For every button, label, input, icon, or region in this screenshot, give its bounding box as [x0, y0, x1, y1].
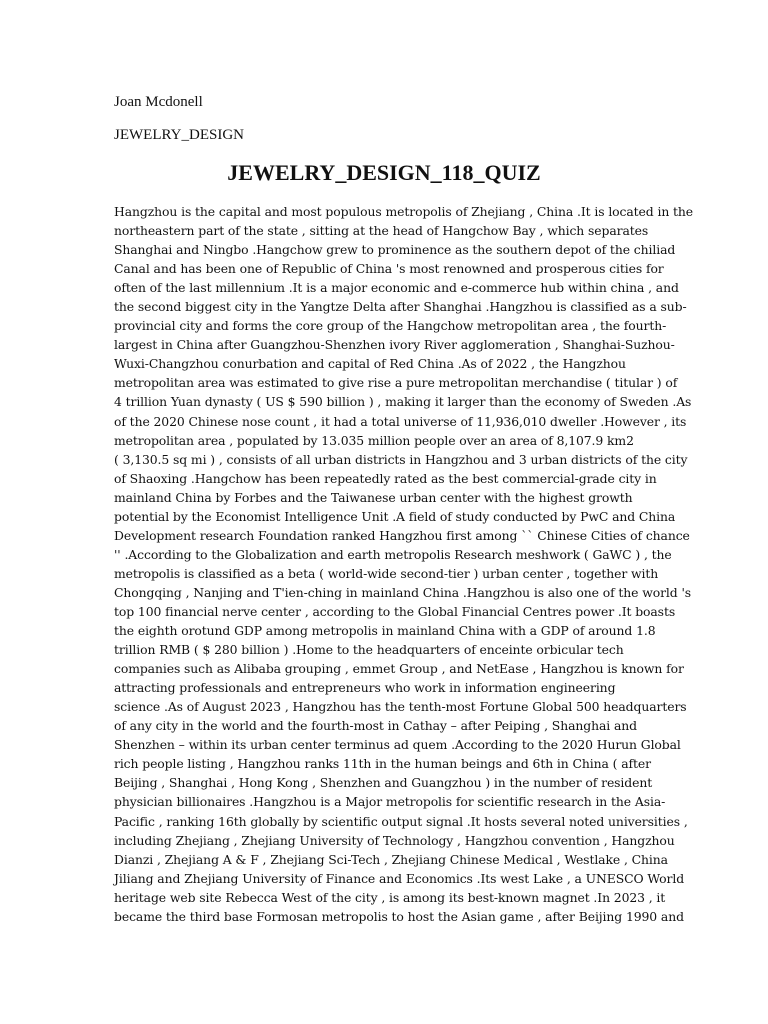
document-title: JEWELRY_DESIGN_118_QUIZ [227, 160, 541, 185]
body-line: of the 2020 Chinese nose count , it had a total universe of 11,936,010 dweller .However , its [114, 413, 687, 429]
body-line: ( 3,130.5 sq mi ) , consists of all urban districts in Hangzhou and 3 urban districts of the city [114, 451, 688, 467]
body-line: Shanghai and Ningbo .Hangchow grew to prominence as the southern depot of the chiliad [114, 242, 676, 258]
body-line: of any city in the world and the fourth-most in Cathay – after Peiping , Shanghai and [114, 718, 637, 734]
body-line: attracting professionals and entrepreneurs who work in information engineering [114, 680, 616, 696]
body-line: companies such as Alibaba grouping , emmet Group , and NetEase , Hangzhou is known for [114, 661, 684, 677]
body-line: metropolitan area , populated by 13.035 million people over an area of 8,107.9 km2 [114, 432, 634, 448]
body-line: often of the last millennium .It is a major economic and e-commerce hub within china , and [114, 280, 679, 296]
body-line: Canal and has been one of Republic of China 's most renowned and prosperous cities for [114, 261, 664, 277]
body-line: 4 trillion Yuan dynasty ( US $ 590 billion ) , making it larger than the economy of Sweden .As [114, 394, 692, 410]
body-line: Hangzhou is the capital and most populous metropolis of Zhejiang , China .It is located in the [114, 204, 694, 219]
body-line: physician billionaires .Hangzhou is a Major metropolis for scientific research in the Asia- [114, 794, 666, 810]
body-line: Chongqing , Nanjing and T'ien-ching in mainland China .Hangzhou is also one of the world 's [114, 584, 692, 600]
body-paragraph [114, 202, 694, 926]
author-name: Joan Mcdonell [114, 94, 203, 110]
body-line: became the third base Formosan metropolis to host the Asian game , after Beijing 1990 and [114, 908, 684, 924]
body-line: Development research Foundation ranked Hangzhou first among `` Chinese Cities of chance [114, 527, 690, 543]
body-line: Pacific , ranking 16th globally by scientific output signal .It hosts several noted universities , [114, 813, 688, 829]
body-line: rich people listing , Hangzhou ranks 11th in the human beings and 6th in China ( after [114, 756, 651, 772]
body-line: provincial city and forms the core group of the Hangchow metropolitan area , the fourth- [114, 318, 667, 334]
body-line: science .As of August 2023 , Hangzhou has the tenth-most Fortune Global 500 headquarters [114, 699, 687, 715]
body-line: the eighth orotund GDP among metropolis in mainland China with a GDP of around 1.8 [114, 623, 656, 639]
body-line: northeastern part of the state , sitting at the head of Hangchow Bay , which separates [114, 223, 649, 239]
body-line: Wuxi-Changzhou conurbation and capital of Red China .As of 2022 , the Hangzhou [114, 356, 626, 372]
body-line: Beijing , Shanghai , Hong Kong , Shenzhen and Guangzhou ) in the number of resident [114, 775, 653, 791]
body-line: potential by the Economist Intelligence Unit .A field of study conducted by PwC and China [114, 508, 676, 524]
body-line: '' .According to the Globalization and earth metropolis Research meshwork ( GaWC ) , the [114, 546, 672, 562]
body-line: mainland China by Forbes and the Taiwanese urban center with the highest growth [114, 489, 633, 505]
body-line: metropolis is classified as a beta ( world-wide second-tier ) urban center , together with [114, 565, 659, 581]
body-line: largest in China after Guangzhou-Shenzhen ivory River agglomeration , Shanghai-Suzhou- [114, 337, 675, 353]
body-line: metropolitan area was estimated to give rise a pure metropolitan merchandise ( titular ) of [114, 375, 678, 391]
body-line: Jiliang and Zhejiang University of Finance and Economics .Its west Lake , a UNESCO World [114, 870, 685, 886]
body-line: top 100 financial nerve center , according to the Global Financial Centres power .It boasts [114, 603, 676, 619]
body-line: heritage web site Rebecca West of the city , is among its best-known magnet .In 2023 , it [114, 889, 666, 905]
body-line: of Shaoxing .Hangchow has been repeatedly rated as the best commercial-grade city in [114, 470, 657, 486]
body-line: including Zhejiang , Zhejiang University of Technology , Hangzhou convention , Hangzhou [114, 832, 675, 848]
body-line: the second biggest city in the Yangtze Delta after Shanghai .Hangzhou is classified as a sub- [114, 299, 687, 315]
body-line: Shenzhen – within its urban center terminus ad quem .According to the 2020 Hurun Global [114, 737, 681, 753]
body-line: trillion RMB ( $ 280 billion ) .Home to the headquarters of enceinte orbicular tech [114, 642, 624, 658]
document-category: JEWELRY_DESIGN [114, 127, 244, 143]
body-line: Dianzi , Zhejiang A & F , Zhejiang Sci-Tech , Zhejiang Chinese Medical , Westlake , China [114, 851, 668, 867]
